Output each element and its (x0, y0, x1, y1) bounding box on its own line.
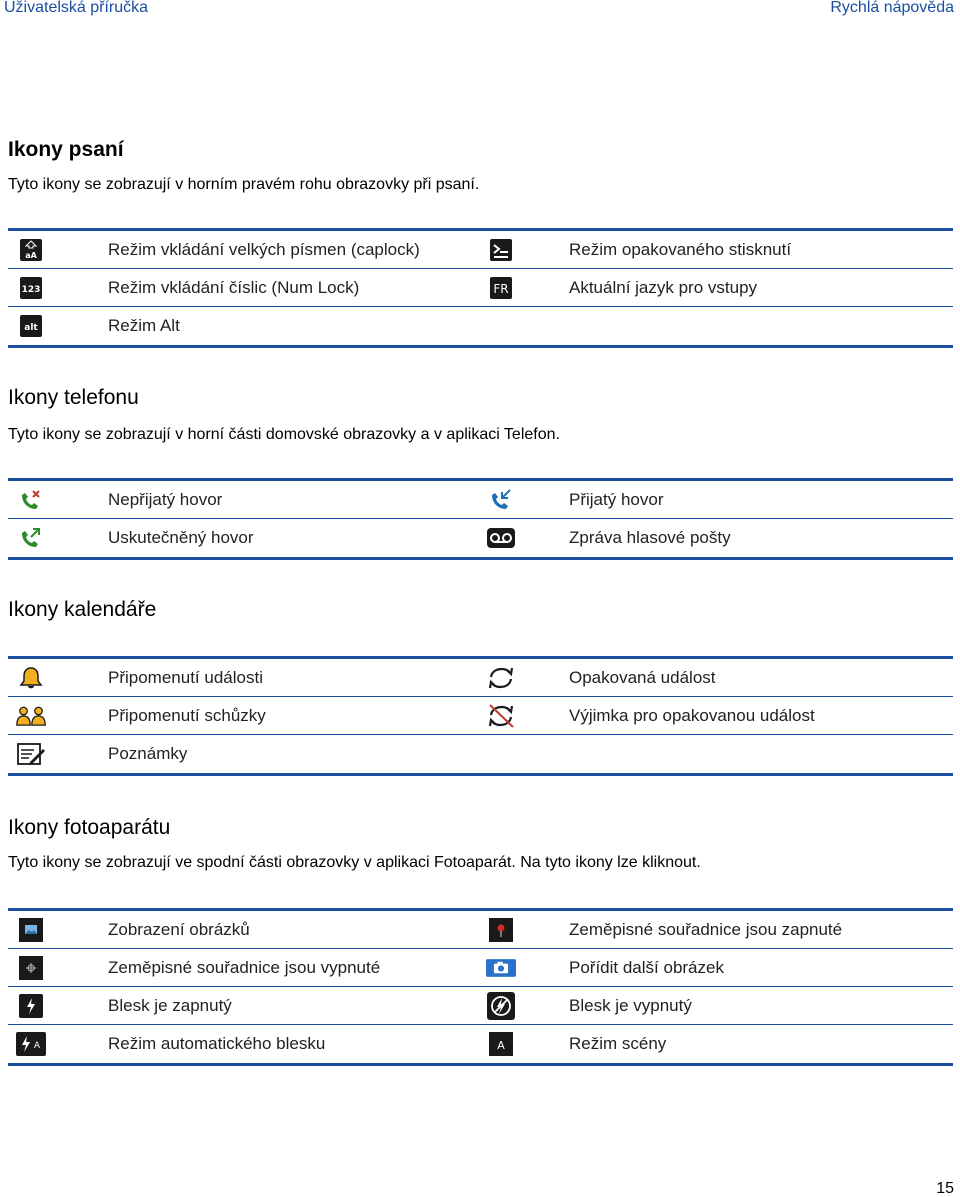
table-row (8, 911, 953, 949)
flash-on-label: Blesk je zapnutý (108, 996, 232, 1015)
num-lock-label: Režim vkládání číslic (Num Lock) (108, 278, 360, 297)
received-call-label: Přijatý hovor (569, 490, 664, 509)
geotag-on-icon (486, 911, 516, 948)
received-call-icon (486, 481, 516, 518)
voicemail-label: Zpráva hlasové pošty (569, 528, 731, 547)
scene-mode-label: Režim scény (569, 1034, 667, 1053)
multitap-label: Režim opakovaného stisknutí (569, 240, 792, 259)
notes-label: Poznámky (108, 744, 188, 763)
table-row (8, 1025, 953, 1063)
flash-off-label: Blesk je vypnutý (569, 996, 692, 1015)
geotag-off-label: Zeměpisné souřadnice jsou vypnuté (108, 958, 381, 977)
section-description: Tyto ikony se zobrazují v horním pravém rohu obrazovky při psaní. (8, 176, 480, 193)
icon-table (8, 478, 953, 560)
meeting-reminder-label: Připomenutí schůzky (108, 706, 266, 725)
geotag-on-label: Zeměpisné souřadnice jsou zapnuté (569, 920, 843, 939)
language-fr-icon (486, 269, 516, 306)
table-row (8, 697, 953, 735)
alt-icon (16, 307, 46, 344)
recurring-exception-label: Výjimka pro opakovanou událost (569, 706, 815, 725)
multitap-icon (486, 231, 516, 268)
geotag-off-icon (16, 949, 46, 986)
take-picture-label: Pořídit další obrázek (569, 958, 724, 977)
take-picture-icon[interactable] (486, 949, 516, 986)
view-pictures-icon (16, 911, 46, 948)
alt-label: Režim Alt (108, 316, 180, 335)
placed-call-label: Uskutečněný hovor (108, 528, 254, 547)
scene-mode-letter: A (497, 1038, 505, 1052)
svg-text:aA: aA (25, 250, 37, 260)
section-title: Ikony telefonu (8, 386, 139, 409)
table-row (8, 659, 953, 697)
icon-table (8, 656, 953, 776)
placed-call-icon (16, 519, 46, 556)
caps-lock-icon (16, 231, 46, 268)
view-pictures-label: Zobrazení obrázků (108, 920, 250, 939)
event-reminder-label: Připomenutí události (108, 668, 263, 687)
notes-icon (16, 735, 46, 772)
scene-mode-icon[interactable] (486, 1025, 516, 1062)
voicemail-icon (486, 519, 516, 556)
section-title: Ikony fotoaparátu (8, 816, 171, 839)
svg-text:123: 123 (21, 284, 41, 295)
header-right: Rychlá nápověda (830, 0, 954, 16)
bell-icon (16, 659, 46, 696)
table-row (8, 519, 953, 557)
language-fr-text: FR (493, 281, 509, 296)
table-row (8, 307, 953, 345)
recurring-exception-icon (486, 697, 516, 734)
auto-flash-icon[interactable] (16, 1025, 46, 1062)
missed-call-icon (16, 481, 46, 518)
table-row (8, 269, 953, 307)
flash-off-icon[interactable] (486, 987, 516, 1024)
recurring-icon (486, 659, 516, 696)
svg-text:alt: alt (24, 322, 38, 333)
table-row (8, 735, 953, 773)
section-description: Tyto ikony se zobrazují v horní části domovské obrazovky a v aplikaci Telefon. (8, 426, 560, 443)
table-row (8, 949, 953, 987)
num-lock-icon (16, 269, 46, 306)
table-row (8, 231, 953, 269)
caps-lock-label: Režim vkládání velkých písmen (caplock) (108, 240, 420, 259)
page-number: 15 (936, 1180, 954, 1197)
flash-on-icon[interactable] (16, 987, 46, 1024)
icon-table (8, 908, 953, 1066)
section-title: Ikony psaní (8, 138, 124, 161)
section-description: Tyto ikony se zobrazují ve spodní části obrazovky v aplikaci Fotoaparát. Na tyto ikony lze kliknout. (8, 854, 701, 871)
recurring-label: Opakovaná událost (569, 668, 716, 687)
icon-table (8, 228, 953, 348)
table-row (8, 987, 953, 1025)
auto-flash-label: Režim automatického blesku (108, 1034, 326, 1053)
auto-flash-letter: A (33, 1040, 41, 1051)
section-title: Ikony kalendáře (8, 598, 157, 621)
missed-call-label: Nepřijatý hovor (108, 490, 223, 509)
meeting-icon (16, 697, 46, 734)
header-left: Uživatelská příručka (4, 0, 149, 16)
table-row (8, 481, 953, 519)
language-label: Aktuální jazyk pro vstupy (569, 278, 758, 297)
